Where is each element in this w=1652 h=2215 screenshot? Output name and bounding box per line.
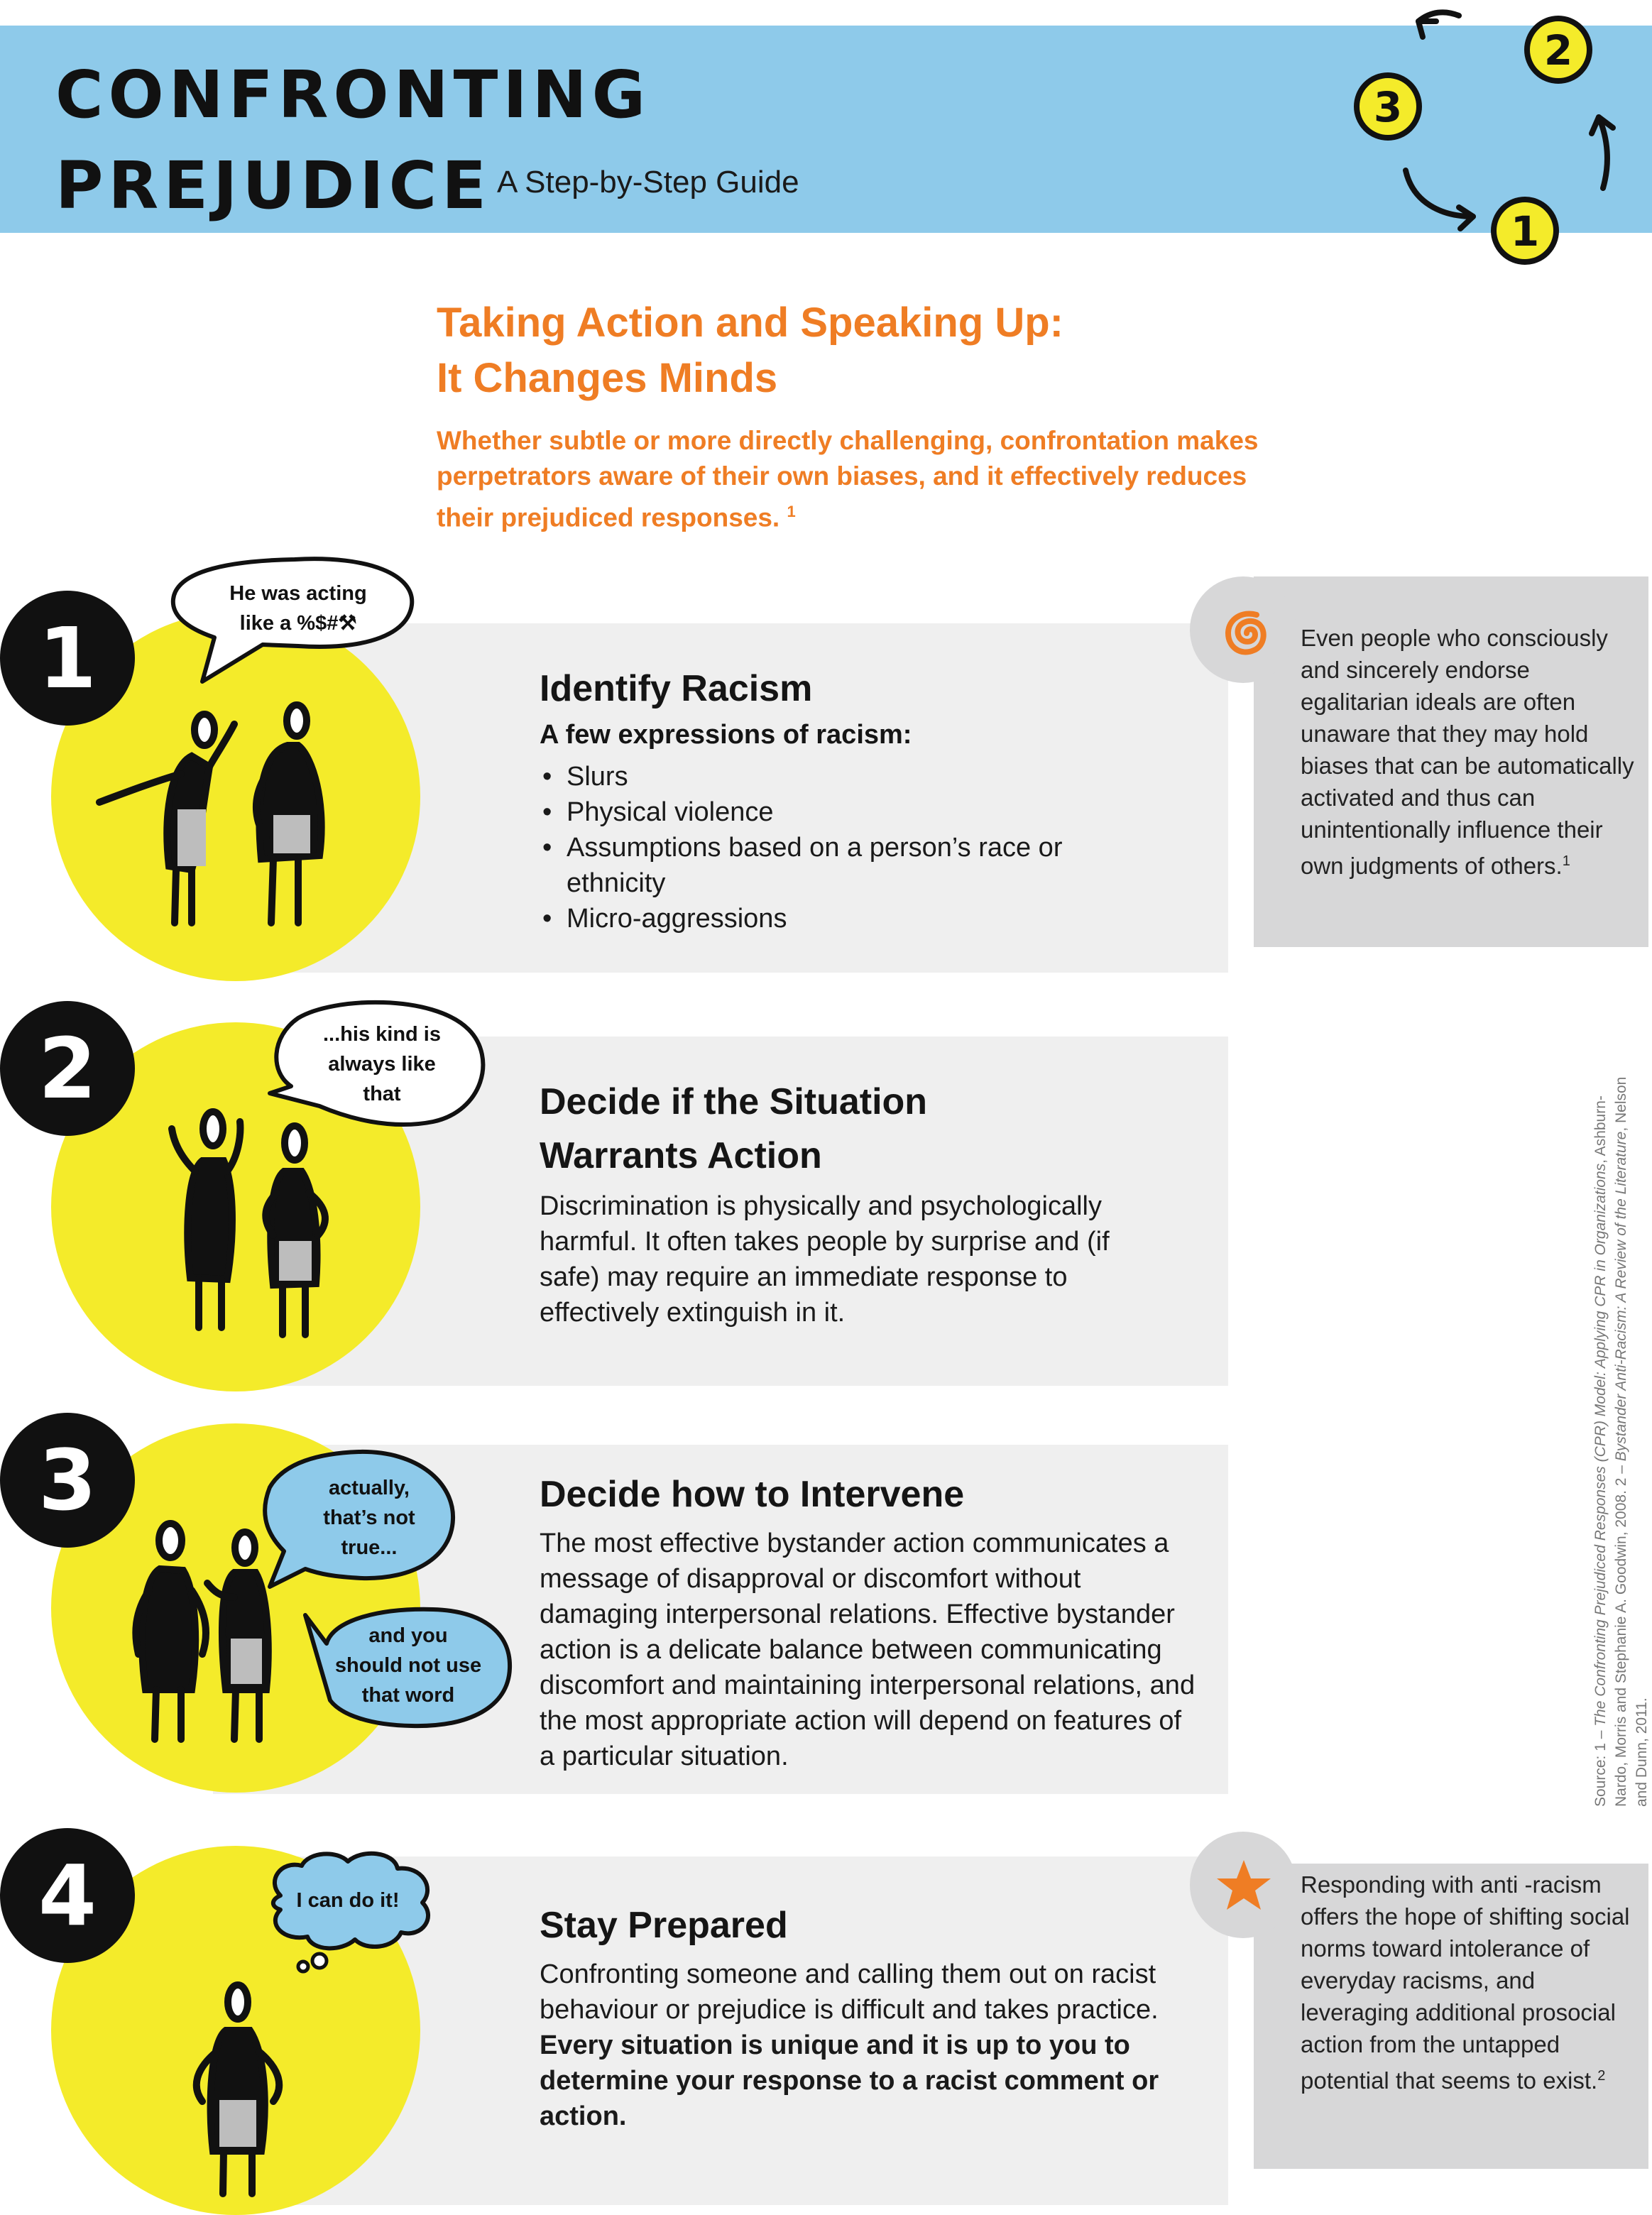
source-part-3: , Nelson and Dunn, 2011. — [1613, 1076, 1650, 1807]
step-1-content — [540, 662, 1178, 936]
list-item: • Micro-aggressions — [567, 901, 1178, 936]
svg-text:that word: that word — [361, 1684, 455, 1707]
cycle-node-3 — [1357, 75, 1419, 138]
arrow-1-to-2-icon — [1599, 117, 1607, 188]
list-item: • Slurs — [567, 759, 1178, 794]
svg-text:like a %$#⚒: like a %$#⚒ — [239, 612, 357, 635]
step-4-title: Stay Prepared — [540, 1905, 788, 1946]
step-4-body — [540, 1957, 1164, 2134]
list-item: • Assumptions based on a person’s race or ethnicity — [567, 830, 1106, 901]
step-4-thought-bubble — [252, 1846, 444, 1974]
step-2-title — [540, 1075, 1178, 1183]
svg-text:...his kind is: ...his kind is — [323, 1023, 441, 1046]
step-2-body: Discrimination is physically and psychologically harmful. It often takes people by surprise and (if safe) may require an immediate response to effectively extinguish in it. — [540, 1191, 1110, 1328]
step-3-figures-illustration — [121, 1512, 305, 1761]
side-note-2-body: Responding with anti -racism offers the hope of shifting social norms toward intolerance of everyday racisms, and leveraging additional prosocial action from the untapped potential that seems to exist. — [1301, 1871, 1630, 2094]
intro-heading-line-1: Taking Action and Speaking Up: — [437, 300, 1063, 346]
step-4-figure-illustration — [163, 1974, 319, 2201]
step-3-body: The most effective bystander action communicates a message of disapproval or discomfort without damaging interpersonal relations. Effective bystander action is a delicate balance between communicating discomfort and maintaining interpersonal relations, and the most appropriate action will depend on features of a particular situation. — [540, 1528, 1196, 1771]
title-line-2: PREJUDICE — [55, 148, 492, 224]
intro-text — [437, 423, 1260, 535]
svg-text:actually,: actually, — [329, 1477, 410, 1499]
step-1-badge: 1 — [0, 591, 135, 726]
svg-text:and you: and you — [368, 1624, 448, 1647]
side-note-2-text — [1301, 1869, 1634, 2096]
intro-body: Whether subtle or more directly challenging, confrontation makes perpetrators aware of their own biases, and it effectively reduces their prejudiced responses. — [437, 426, 1259, 532]
cycle-node-1 — [1494, 199, 1556, 262]
step-2-title-line-2: Warrants Action — [540, 1135, 822, 1176]
step-1-bullet-list — [540, 759, 1178, 936]
svg-text:2: 2 — [1543, 26, 1573, 75]
source-part-2: , Ashburn-Nardo, Morris and Stephanie A. Goodwin, 2008. 2 – — [1592, 1095, 1629, 1807]
intro-footnote: 1 — [787, 503, 796, 520]
swirl-icon — [1218, 605, 1275, 662]
step-2-badge: 2 — [0, 1001, 135, 1136]
step-4-content — [540, 1898, 1178, 2134]
step-1-title: Identify Racism — [540, 668, 813, 709]
cycle-graphic — [1335, 0, 1633, 277]
intro-heading — [437, 295, 1218, 406]
side-note-2-footnote: 2 — [1597, 2068, 1606, 2084]
step-3-content — [540, 1467, 1196, 1774]
list-item: • Physical violence — [567, 794, 1178, 830]
step-4-badge: 4 — [0, 1828, 135, 1963]
svg-text:I can do it!: I can do it! — [296, 1889, 400, 1912]
source-part-1: Source: 1 – — [1592, 1726, 1609, 1807]
side-note-1-footnote: 1 — [1562, 853, 1570, 869]
step-2-title-line-1: Decide if the Situation — [540, 1081, 928, 1122]
source-citation — [1590, 1061, 1652, 1807]
step-1-figures-illustration — [85, 689, 341, 958]
intro-heading-line-2: It Changes Minds — [437, 355, 778, 401]
step-3-badge: 3 — [0, 1413, 135, 1548]
side-note-1-text — [1301, 622, 1634, 882]
svg-text:1: 1 — [1510, 207, 1540, 256]
page-subtitle: A Step-by-Step Guide — [497, 165, 799, 199]
star-icon — [1215, 1857, 1272, 1914]
step-3-speech-bubble-b — [298, 1601, 518, 1736]
svg-text:always like: always like — [328, 1053, 436, 1076]
step-4-body-bold: Every situation is unique and it is up to you to determine your response to a racist comment or action. — [540, 2030, 1159, 2131]
step-2-figures-illustration — [156, 1093, 355, 1363]
step-2-content — [540, 1075, 1178, 1330]
svg-text:He was acting: He was acting — [229, 582, 367, 605]
step-1-subheading: A few expressions of racism: — [540, 720, 912, 750]
side-note-1-body: Even people who consciously and sincerely endorse egalitarian ideals are often unaware that they may hold biases that can be automatically activated and thus can unintentionally influence their own judgments of others. — [1301, 625, 1634, 879]
title-line-1: CONFRONTING — [55, 57, 651, 133]
step-1-speech-bubble — [163, 547, 426, 699]
step-3-title: Decide how to Intervene — [540, 1474, 965, 1515]
source-title-2: Bystander Anti-Racism: A Review of the Literature — [1613, 1131, 1629, 1462]
page-title — [55, 50, 650, 231]
step-4-body-regular: Confronting someone and calling them out on racist behaviour or prejudice is difficult and takes practice. — [540, 1959, 1159, 2025]
cycle-node-2 — [1527, 18, 1590, 81]
svg-text:should not use: should not use — [334, 1654, 482, 1677]
svg-text:that: that — [363, 1083, 401, 1105]
svg-text:that’s not: that’s not — [323, 1506, 415, 1529]
source-title-1: The Confronting Prejudiced Responses (CPR) Model: Applying CPR in Organizations — [1592, 1163, 1609, 1727]
svg-text:true...: true... — [341, 1536, 398, 1559]
svg-text:3: 3 — [1373, 83, 1403, 131]
